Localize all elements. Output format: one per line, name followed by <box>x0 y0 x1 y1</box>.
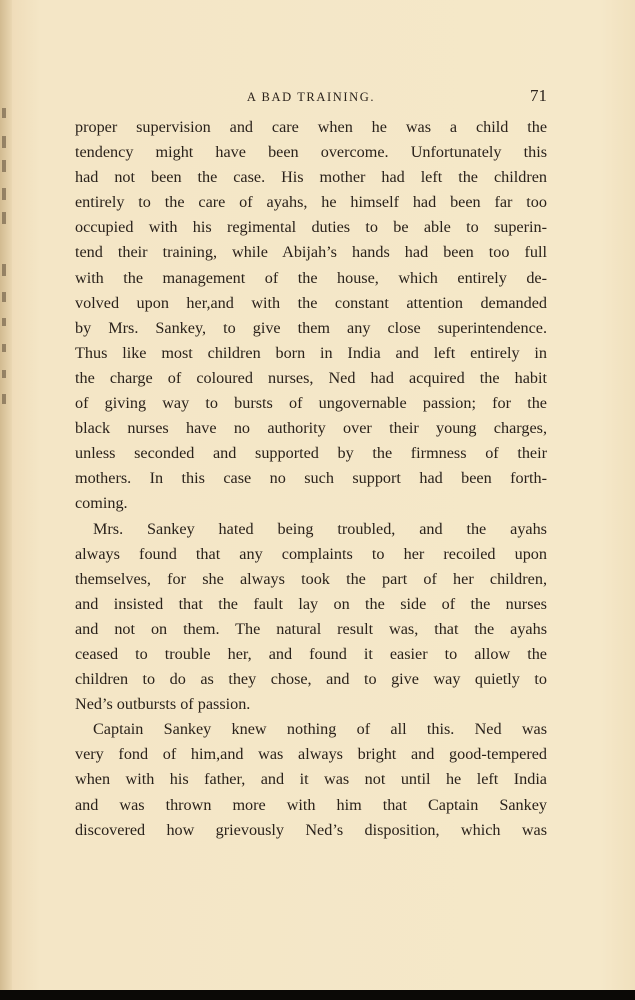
body-text <box>75 115 547 843</box>
gutter-ink-mark <box>2 344 6 352</box>
text-line: when with his father, and it was not until he left India <box>75 770 547 789</box>
gutter-ink-mark <box>2 292 6 302</box>
text-line: very fond of him,and was always bright and good-tempered <box>75 745 547 764</box>
gutter-ink-mark <box>2 394 6 404</box>
text-line: had not been the case. His mother had left the children <box>75 168 547 187</box>
paragraph-end-line: Ned’s outbursts of passion. <box>75 695 251 714</box>
text-line: mothers. In this case no such support had been forth- <box>75 469 547 488</box>
text-line: ceased to trouble her, and found it easier to allow the <box>75 644 547 663</box>
gutter-ink-mark <box>2 108 6 118</box>
gutter-ink-mark <box>2 188 6 200</box>
text-line: discovered how grievously Ned’s disposition, which was <box>75 820 547 839</box>
text-line: and was thrown more with him that Captain Sankey <box>75 795 547 814</box>
page-number: 71 <box>530 86 547 105</box>
text-line: proper supervision and care when he was a child the <box>75 118 547 136</box>
text-line: and insisted that the fault lay on the side of the nurses <box>75 594 547 613</box>
text-line: occupied with his regimental duties to be able to superin- <box>75 218 547 237</box>
text-line: tendency might have been overcome. Unfortunately this <box>75 143 547 162</box>
text-line: by Mrs. Sankey, to give them any close superintendence. <box>75 318 547 337</box>
paragraph-end-line: coming. <box>75 494 128 513</box>
gutter-ink-mark <box>2 212 6 224</box>
text-line: always found that any complaints to her recoiled upon <box>75 544 547 563</box>
text-line: children to do as they chose, and to give way quietly to <box>75 670 547 689</box>
running-title: A BAD TRAINING. <box>246 90 376 104</box>
text-line: of giving way to bursts of ungovernable passion; for the <box>75 394 547 413</box>
running-head <box>75 86 547 110</box>
paragraph-start-line: Captain Sankey knew nothing of all this. Ned was <box>93 720 547 739</box>
text-line: with the management of the house, which entirely de- <box>75 268 547 287</box>
text-line: unless seconded and supported by the firmness of their <box>75 444 547 463</box>
text-line: Thus like most children born in India and left entirely in <box>75 343 547 362</box>
text-line: volved upon her,and with the constant attention demanded <box>75 293 547 312</box>
gutter-ink-mark <box>2 160 6 172</box>
gutter-ink-mark <box>2 318 6 326</box>
text-line: black nurses have no authority over their young charges, <box>75 419 547 438</box>
text-line: entirely to the care of ayahs, he himself had been far too <box>75 193 547 212</box>
binding-gutter <box>0 0 12 1000</box>
gutter-ink-mark <box>2 136 6 148</box>
text-line: the charge of coloured nurses, Ned had acquired the habit <box>75 368 547 387</box>
text-line: themselves, for she always took the part of her children, <box>75 569 547 588</box>
scan-bottom-edge <box>0 990 635 1000</box>
text-line: and not on them. The natural result was, that the ayahs <box>75 619 547 638</box>
gutter-ink-mark <box>2 264 6 276</box>
paragraph-start-line: Mrs. Sankey hated being troubled, and the ayahs <box>93 519 547 538</box>
text-line: tend their training, while Abijah’s hands had been too full <box>75 243 547 262</box>
gutter-ink-mark <box>2 370 6 378</box>
